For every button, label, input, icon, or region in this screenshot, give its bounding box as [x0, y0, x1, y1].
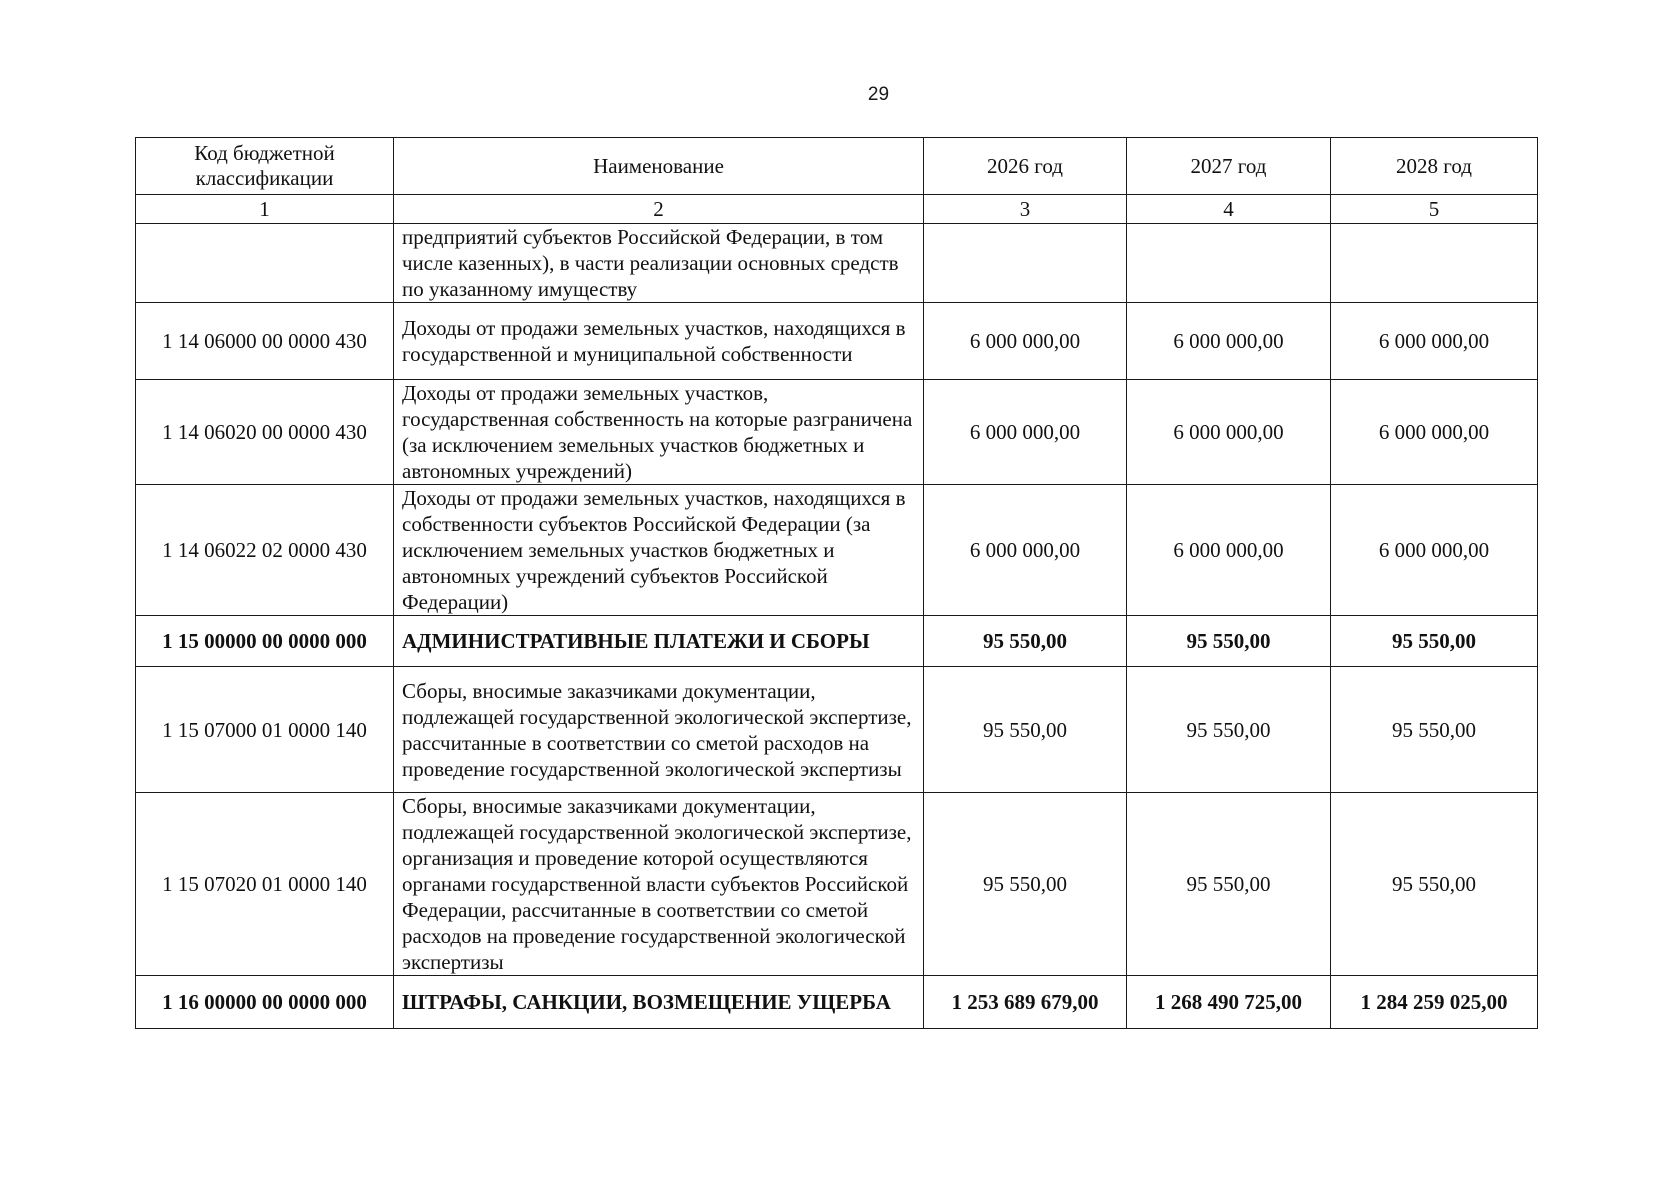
table-row: [136, 380, 1538, 485]
row-code: 1 16 00000 00 0000 000: [136, 976, 394, 1029]
row-name: ШТРАФЫ, САНКЦИИ, ВОЗМЕЩЕНИЕ УЩЕРБА: [394, 976, 924, 1029]
row-name: Доходы от продажи земельных участков, находящихся в собственности субъектов Российской Федерации (за исключением земельных участков бюджетных и автономных учреждений субъектов Российской Федерации): [394, 485, 924, 616]
row-value-2028: 95 550,00: [1331, 667, 1538, 793]
header-name: Наименование: [394, 138, 924, 195]
row-value-2026: 95 550,00: [924, 616, 1127, 667]
table-header-row: [136, 138, 1538, 195]
column-number: 4: [1127, 195, 1331, 224]
budget-revenue-table: [135, 137, 1538, 1029]
row-name: Сборы, вносимые заказчиками документации, подлежащей государственной экологической экспертизе, рассчитанные в соответствии со сметой расходов на проведение государственной экологической экспертизы: [394, 667, 924, 793]
row-value-2027: 6 000 000,00: [1127, 380, 1331, 485]
table-row: [136, 667, 1538, 793]
table-row: [136, 793, 1538, 976]
column-number: 2: [394, 195, 924, 224]
row-value-2028: 1 284 259 025,00: [1331, 976, 1538, 1029]
column-number-row: [136, 195, 1538, 224]
row-name: Сборы, вносимые заказчиками документации, подлежащей государственной экологической экспертизе, организация и проведение которой осуществляются органами государственной власти субъектов Российской Федерации, рассчитанные в соответствии со сметой расходов на проведение государственной экологической экспертизы: [394, 793, 924, 976]
row-name: Доходы от продажи земельных участков, находящихся в государственной и муниципальной собственности: [394, 303, 924, 380]
row-value-2026: 6 000 000,00: [924, 303, 1127, 380]
row-value-2026: 6 000 000,00: [924, 485, 1127, 616]
row-value-2026: 95 550,00: [924, 667, 1127, 793]
row-value-2028: 6 000 000,00: [1331, 303, 1538, 380]
row-value-2026: 1 253 689 679,00: [924, 976, 1127, 1029]
header-code: Код бюджетной классификации: [136, 138, 394, 195]
row-value-2027: 1 268 490 725,00: [1127, 976, 1331, 1029]
row-code: [136, 224, 394, 303]
row-name: Доходы от продажи земельных участков, государственная собственность на которые разграничена (за исключением земельных участков бюджетных и автономных учреждений): [394, 380, 924, 485]
row-value-2027: 6 000 000,00: [1127, 303, 1331, 380]
table-row: [136, 976, 1538, 1029]
row-value-2027: 6 000 000,00: [1127, 485, 1331, 616]
header-year-2027: 2027 год: [1127, 138, 1331, 195]
table-row: [136, 224, 1538, 303]
row-name: АДМИНИСТРАТИВНЫЕ ПЛАТЕЖИ И СБОРЫ: [394, 616, 924, 667]
row-code: 1 15 00000 00 0000 000: [136, 616, 394, 667]
row-code: 1 14 06000 00 0000 430: [136, 303, 394, 380]
row-value-2027: 95 550,00: [1127, 616, 1331, 667]
column-number: 5: [1331, 195, 1538, 224]
row-value-2028: 6 000 000,00: [1331, 380, 1538, 485]
row-value-2028: [1331, 224, 1538, 303]
table-row: [136, 616, 1538, 667]
row-code: 1 14 06022 02 0000 430: [136, 485, 394, 616]
row-value-2026: [924, 224, 1127, 303]
column-number: 1: [136, 195, 394, 224]
row-code: 1 15 07020 01 0000 140: [136, 793, 394, 976]
row-value-2027: 95 550,00: [1127, 667, 1331, 793]
row-value-2028: 95 550,00: [1331, 793, 1538, 976]
table-row: [136, 303, 1538, 380]
header-year-2028: 2028 год: [1331, 138, 1538, 195]
row-name: предприятий субъектов Российской Федерации, в том числе казенных), в части реализации основных средств по указанному имуществу: [394, 224, 924, 303]
row-value-2027: 95 550,00: [1127, 793, 1331, 976]
row-value-2026: 6 000 000,00: [924, 380, 1127, 485]
row-code: 1 14 06020 00 0000 430: [136, 380, 394, 485]
page-number: 29: [867, 84, 890, 105]
row-value-2026: 95 550,00: [924, 793, 1127, 976]
table-row: [136, 485, 1538, 616]
row-value-2028: 95 550,00: [1331, 616, 1538, 667]
row-value-2027: [1127, 224, 1331, 303]
column-number: 3: [924, 195, 1127, 224]
table-body: [136, 224, 1538, 1029]
row-value-2028: 6 000 000,00: [1331, 485, 1538, 616]
header-year-2026: 2026 год: [924, 138, 1127, 195]
row-code: 1 15 07000 01 0000 140: [136, 667, 394, 793]
